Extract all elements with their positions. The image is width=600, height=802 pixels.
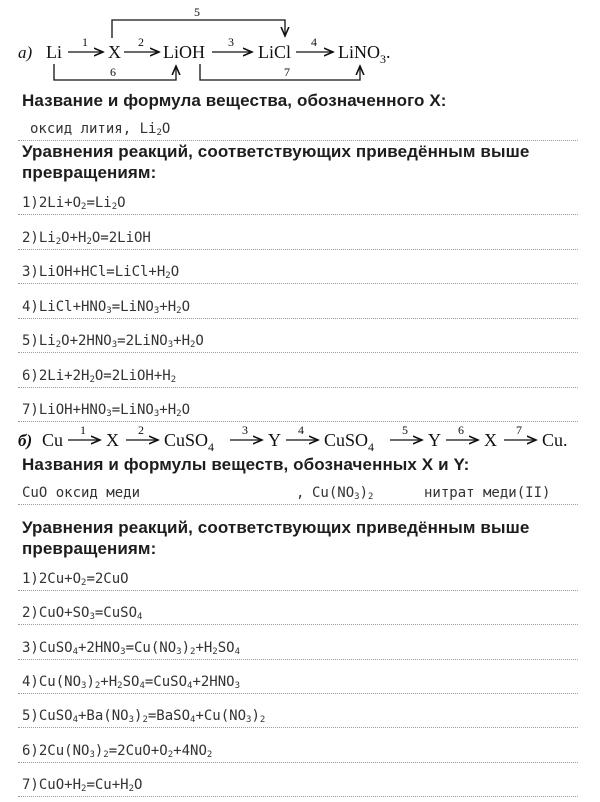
equation-line xyxy=(18,693,578,728)
heading-equations-a-line1: Уравнения реакций, соответствующих приведённым выше xyxy=(22,142,530,161)
equation-line xyxy=(18,625,578,660)
equation-text: $1)2Cu+O_2=2CuO$ xyxy=(22,571,129,588)
heading-equations-b-line1: Уравнения реакций, соответствующих приведённым выше xyxy=(22,518,530,537)
chain-a-lino3: LiNO$_3$. xyxy=(338,42,391,66)
equation-line xyxy=(18,284,578,319)
chain-a-li: Li xyxy=(46,42,62,62)
equation-text: $7)LiOH+HNO_3=LiNO_3+H_2O$ xyxy=(22,402,191,419)
equation-text: $4)Cu(NO_3)_2+H_2SO_4=CuSO_4+2HNO_3$ xyxy=(22,673,241,691)
equation-line xyxy=(18,556,578,591)
equation-text: $2)CuO+SO_3=CuSO_4$ xyxy=(22,605,143,623)
equation-text: $3)LiOH+HCl=LiCl+H_2O$ xyxy=(22,264,180,281)
arrow-a-7-number: 7 xyxy=(284,65,290,79)
arrow-b-4-number: 4 xyxy=(298,424,304,437)
arrow-b-5-number: 5 xyxy=(402,424,408,437)
arrow-a-3-number: 3 xyxy=(228,35,234,49)
equation-line xyxy=(18,318,578,353)
arrow-b-2-number: 2 xyxy=(138,424,144,437)
arrow-b-7-number: 7 xyxy=(516,424,522,437)
arrow-a-1-number: 1 xyxy=(82,35,88,49)
equation-line xyxy=(18,590,578,625)
chain-b-cu: Cu xyxy=(42,430,64,450)
equation-text: $5)CuSO_4+Ba(NO_3)_2=BaSO_4+Cu(NO_3)_2$ xyxy=(22,708,266,726)
answer-x: оксид лития, $Li_2O$ xyxy=(30,121,171,138)
arrow-a-5-number: 5 xyxy=(194,5,200,19)
equation-text: $2)Li_2O+H_2O=2LiOH$ xyxy=(22,229,151,247)
chain-b-x2: X xyxy=(484,430,497,450)
scheme-b xyxy=(18,424,598,454)
chain-b-y2: Y xyxy=(428,430,441,450)
equation-text: $6)2Li+2H_2O=2LiOH+H_2$ xyxy=(22,367,177,385)
chain-b-cu-end: Cu. xyxy=(542,430,568,450)
equation-line xyxy=(18,215,578,250)
chain-a-licl: LiCl xyxy=(258,42,292,62)
arrow-a-4-number: 4 xyxy=(311,35,317,49)
chain-a-lioh: LiOH xyxy=(163,42,205,62)
equation-text: $6)2Cu(NO_3)_2=2CuO+O_2+4NO_2$ xyxy=(22,742,213,760)
equation-line xyxy=(18,249,578,284)
chain-b-cuso4-1: CuSO$_4$ xyxy=(164,430,215,454)
equation-line xyxy=(18,762,578,797)
scheme-a xyxy=(0,0,600,90)
equation-text: $5)Li_2O+2HNO_3=2LiNO_3+H_2O$ xyxy=(22,333,204,350)
chain-a-x: X xyxy=(108,42,121,62)
arrow-b-1-number: 1 xyxy=(80,424,86,437)
heading-equations-b-line2: превращениям: xyxy=(22,539,157,558)
equation-line xyxy=(18,659,578,694)
equation-line xyxy=(18,180,578,215)
heading-equations-a xyxy=(22,141,529,183)
equation-line xyxy=(18,728,578,763)
answer-y-formula: $Cu(NO_3)_2$ xyxy=(312,485,374,502)
chain-b-cuso4-2: CuSO$_4$ xyxy=(324,430,375,454)
arrow-a-6-number: 6 xyxy=(110,65,116,79)
arrow-a-2-number: 2 xyxy=(138,35,144,49)
answer-y-name: нитрат меди(II) xyxy=(424,485,551,501)
equation-line xyxy=(18,387,578,422)
equation-text: $3)CuSO_4+2HNO_3=Cu(NO_3)_2+H_2SO_4$ xyxy=(22,639,240,657)
heading-name-x: Название и формула вещества, обозначенного Х: xyxy=(22,91,447,110)
heading-names-xy: Названия и формулы веществ, обозначенных X и Y: xyxy=(22,455,470,474)
chain-b-x1: X xyxy=(106,430,119,450)
answer-comma: , xyxy=(296,485,305,501)
arrow-a-7 xyxy=(200,64,360,80)
equation-text: $4)LiCl+HNO_3=LiNO_3+H_2O$ xyxy=(22,298,191,316)
answer-x-cuo: CuO оксид меди xyxy=(22,485,141,501)
part-b-label: б) xyxy=(18,431,33,450)
equation-text: $1)2Li+O_2=Li_2O$ xyxy=(22,195,126,212)
heading-equations-b xyxy=(22,517,529,559)
answer-x-line xyxy=(18,106,578,141)
equation-text: $7)CuO+H_2=Cu+H_2O$ xyxy=(22,776,143,794)
arrow-b-3-number: 3 xyxy=(242,424,248,437)
chain-b-y1: Y xyxy=(268,430,281,450)
equation-line xyxy=(18,353,578,388)
arrow-b-6-number: 6 xyxy=(458,424,464,437)
heading-equations-a-line2: превращениям: xyxy=(22,163,157,182)
part-a-label: а) xyxy=(18,43,33,62)
